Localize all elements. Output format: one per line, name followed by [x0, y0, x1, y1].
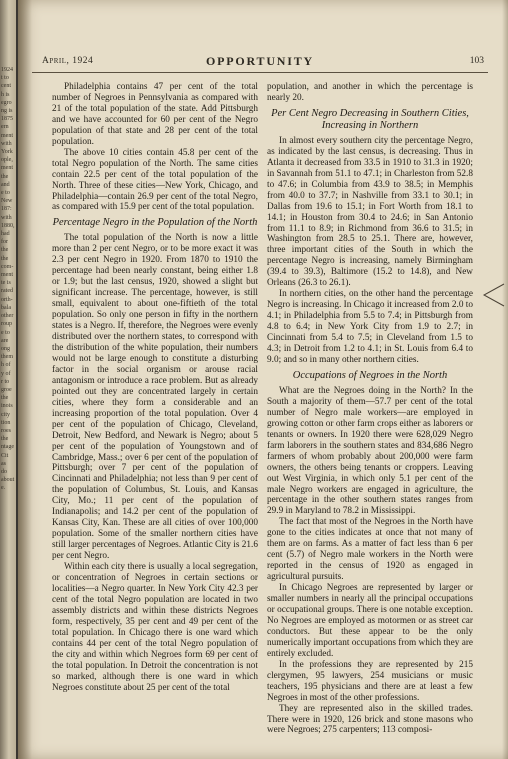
previous-page-fragment: with — [1, 140, 12, 147]
previous-page-fragment: 1924 — [1, 67, 13, 73]
previous-page-fragment: and — [1, 181, 10, 188]
paragraph: Within each city there is usually a local segregation, or concentration of Negroes in certain sections or localities—a Negro quarter. In New York City 42.3 per cent of the total Negro population are located in two assembly districts and within these districts Negroes form, respectively, 35 per cent and 49 per cent of the total population. In Chicago there is one ward which contains 44 per cent of the total Negro population of the city and within which Negroes form 69 per cent of the total population. In Detroit the concentration is not so marked, although there is one ward in which Negroes constitute about 25 per cent of the total — [52, 562, 258, 693]
paragraph: In northern cities, on the other hand the percentage Negro is increasing. In Chicago it increased from 2.0 to 4.1; in Philadelphia from 5.5 to 7.4; in Pittsburgh from 4.8 to 6.4; in New York City from 1.9 to 2.7; in Cincinnati from 5.4 to 7.5; in Cleveland from 1.5 to 4.3; in Detroit from 1.2 to 4.1; in St. Louis from 6.4 to 9.0; and so in many other northern cities. — [267, 289, 473, 365]
previous-page-fragment: com- — [1, 263, 14, 270]
paragraph: What are the Negroes doing in the North? In the South a majority of them—57.7 per cent of the total number of Negro male workers—are employed in growing cotton or other farm crops either as laborers or tenants or owners. In 1920 there were 628,029 Negro farm laborers in the southern states and 834,686 Negro farmers of whom probably about 200,000 were farm owners, the others being tenants or croppers. Leaving out West Virginia, in which only 5.1 per cent of the male Negro workers are engaged in agriculture, the percentage in the other southern states ranges from 29.9 in Maryland to 78.2 in Mississippi. — [267, 385, 473, 517]
magazine-page — [18, 0, 508, 759]
previous-page-fragment: 1880, — [1, 222, 15, 229]
paragraph: The above 10 cities contain 45.8 per cent of the total Negro population of the North. The same cities contain 22.5 per cent of the total population of the North. Three of these cities—New York, Chicago, and Philadelphia—contain 26.9 per cent of the total Negro, as compared with 15.9 per cent of the total population. — [52, 147, 258, 213]
previous-page-fragment: bala — [1, 304, 11, 311]
left-column — [52, 82, 258, 693]
page-edge-shadow — [502, 0, 508, 759]
previous-page-fragment: about — [1, 477, 15, 484]
previous-page-fragment: other — [1, 313, 14, 320]
paragraph: The fact that most of the Negroes in the North have gone to the cities indicates at once that not many of them are on farms. As a matter of fact less than 6 per cent (5.7) of Negro male workers in the North were reported in the census of 1920 as engaged in agricultural pursuits. — [267, 517, 473, 583]
previous-page-fragment: them — [1, 354, 13, 361]
previous-page-fragment: do — [1, 468, 7, 475]
previous-page-fragment: egro — [1, 99, 12, 106]
previous-page-fragment: cent — [1, 83, 11, 90]
previous-page-fragment: for — [1, 239, 8, 246]
previous-page-fragment: with — [1, 214, 12, 221]
previous-page-fragment: 1875 — [1, 116, 13, 123]
previous-page-fragment: as — [1, 460, 6, 467]
previous-page-fragment: h is — [1, 91, 10, 98]
previous-page-fragment: New — [1, 198, 13, 205]
section-heading: Percentage Negro in the Population of the North — [52, 217, 258, 229]
previous-page-fragment: e to — [1, 329, 10, 336]
right-column — [267, 82, 473, 736]
previous-page-fragment: ment — [1, 132, 13, 139]
magazine-title: OPPORTUNITY — [205, 54, 315, 68]
previous-page-fragment: groe — [1, 386, 12, 393]
previous-page-fragment: e to — [1, 190, 10, 197]
previous-page-fragment: r to — [1, 378, 10, 385]
previous-page-fragment: ment — [1, 272, 13, 279]
section-heading: Occupations of Negroes in the North — [292, 369, 448, 381]
pencil-margin-mark-icon — [480, 280, 506, 310]
previous-page-fragment: the — [1, 255, 9, 262]
running-header — [32, 54, 488, 73]
previous-page-fragment: ople, — [1, 157, 13, 164]
previous-page-fragment: roup — [1, 321, 12, 328]
previous-page-fragment: te is — [1, 280, 11, 287]
previous-page-fragment: orth- — [1, 296, 13, 303]
paragraph: In almost every southern city the percentage Negro, as indicated by the last census, is decreasing. Thus in Atlanta it decreased from 33.5 in 1910 to 31.3 in 1920; in Savannah from 51.1 to 47.1; in Charleston from 52.8 to 47.6; in Columbia from 43.9 to 38.5; in Memphis from 40.0 to 37.7; in Nashville from 33.1 to 30.1; in Dallas from 19.6 to 15.1; in Fort Worth from 18.1 to 14.1; in Houston from 30.4 to 24.6; in San Antonio from 11.1 to 8.9; in Richmond from 36.6 to 31.5; in Washington from 28.5 to 25.1. There are, however, three important cities of the South in which the percentage Negro is increasing, namely Birmingham (39.4 to 39.3), Baltimore (15.2 to 14.8), and New Orleans (26.3 to 26.1). — [267, 135, 473, 289]
previous-page-fragment: ong — [1, 345, 10, 352]
previous-page-fragment: the — [1, 436, 9, 443]
previous-page-fragment: city — [1, 411, 10, 418]
section-heading: Per Cent Negro Decreasing in Southern Cities, Increasing in Northern — [271, 107, 469, 131]
paragraph: In Chicago Negroes are represented by larger or smaller numbers in nearly all the principal occupations or occupational groups. There is one notable exception. No Negroes are employed as motormen or as street car conductors. But these appear to be the only numerically important occupations from which they are entirely excluded. — [267, 583, 474, 659]
paragraph: The total population of the North is now a little more than 2 per cent Negro, or to be more exact it was 2.3 per cent Negro in 1920. From 1870 to 1910 the percentage had been nearly constant, being either 1.8 or 1.9; but the last census, 1920, showed a slight but significant increase. The percentage, however, is still small, equivalent to about one-fiftieth of the total population. So only one person in fifty in the northern states is a Negro. If, therefore, the Negroes were evenly distributed over the northern states, to correspond with the distribution of the white population, their numbers would not be large enough to constitute a disturbing factor in the social organism or arouse racial antagonism or introduce a race problem. But as already pointed out they are concentrated largely in certain cities, where they form a considerable and an increasing proportion of the total population. Over 4 per cent of the population of Chicago, Cleveland, Detroit, New Bedford, and Newark is Negro; about 5 per cent of the population of Youngstown and of Cambridge, Mass.; over 6 per cent of the population of Pittsburgh; over 7 per cent of the population of Cincinnati and Philadelphia; not less than 9 per cent of the population of Columbus, St. Louis, and Kansas City, Mo.; 11 per cent of the population of Indianapolis; and 14.2 per cent of the population of Kansas City, Kan. These are all cities of over 100,000 population. Some of the smaller northern cities have still larger percentages of Negroes. Atlantic City is 21.6 per cent Negro. — [52, 233, 258, 562]
previous-page-fragment: t to — [1, 75, 9, 82]
previous-page-fragment: ntage — [1, 444, 14, 451]
previous-page-fragment: are — [1, 337, 9, 344]
paragraph: In the professions they are represented by 215 clergymen, 95 lawyers, 254 musicians or music teachers, 195 physicians and there are at least a few Negroes in most of the other professions. — [267, 659, 473, 703]
previous-page-fragment: h of — [1, 362, 11, 369]
previous-page-fragment: had — [1, 231, 10, 238]
previous-page-fragment: ment — [1, 165, 13, 172]
issue-date: April, 1924 — [42, 56, 94, 66]
previous-page-fragments — [1, 66, 16, 493]
previous-page-fragment: e. — [1, 485, 6, 492]
gutter-shadow — [18, 0, 32, 759]
previous-page-fragment: ern — [1, 124, 9, 131]
previous-page-fragment: Cit — [1, 452, 9, 459]
paragraph: Philadelphia contains 47 per cent of the total number of Negroes in Pennsylvania as compared with 21 of the total population of the state. Add Pittsburgh and we have accounted for 60 per cent of the Negro population of that state and 28 per cent of the total population. — [52, 82, 258, 147]
previous-page-fragment: tion — [1, 419, 11, 426]
previous-page-fragment: the — [1, 173, 9, 180]
previous-page-fragment: roes — [1, 427, 11, 434]
previous-page-fragment: ng is — [1, 108, 13, 115]
page-number: 103 — [469, 56, 484, 66]
previous-page-fragment: York — [1, 149, 13, 156]
previous-page-fragment: 187: — [1, 206, 12, 213]
previous-page-fragment: rated — [1, 288, 13, 295]
previous-page-edge — [0, 0, 16, 759]
previous-page-fragment: the — [1, 395, 9, 402]
previous-page-fragment: y of — [1, 370, 11, 377]
paragraph: They are represented also in the skilled trades. There were in 1920, 126 brick and stone masons who were Negroes; 275 carpenters; 113 composi- — [267, 703, 473, 736]
paragraph: population, and another in which the percentage is nearly 20. — [267, 82, 473, 103]
previous-page-fragment: inois — [1, 403, 13, 410]
previous-page-fragment: the — [1, 247, 9, 254]
